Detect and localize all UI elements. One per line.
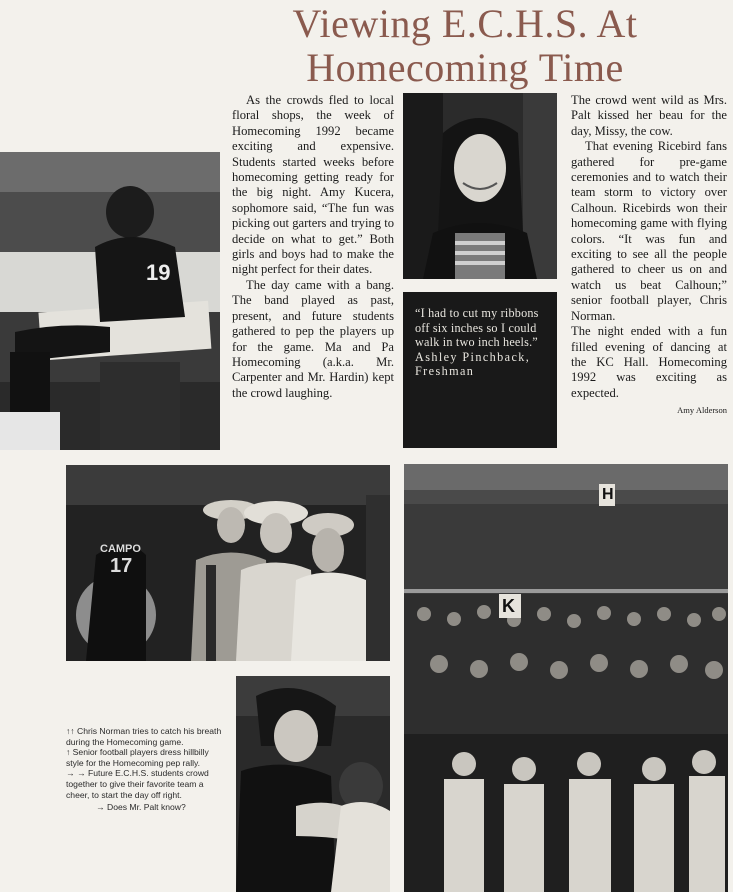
crowd-sign-letter-h: H [602,486,614,503]
article-paragraph: The day came with a bang. The band played as past, present, and future students gathered to pep the players up for the game. Ma and Pa Homecoming (a.k.a. Mr. Carpenter and Mr. Hardin) kept the crowd laughing. [232,277,394,400]
jersey-number: 19 [146,260,171,285]
football-player-photo [0,152,220,450]
crowd-photo [404,464,728,892]
article-paragraph: As the crowds fled to local floral shops, the week of Homecoming 1992 became exciting and expensive. Students started weeks before homecoming getting ready for the big night. Amy Kucera, sophomore said, “The fun was picking out garters and trying to decide on what to get.” Both girls and boys had to make the night perfect for their dates. [232,93,394,277]
quote-attribution-grade: Freshman [415,364,475,379]
title-line-1: Viewing E.C.H.S. At [292,1,638,46]
caption: ↑ Senior football players dress hillbilly style for the Homecoming pep rally. [66,747,209,768]
hillbilly-players-photo [66,465,390,661]
article-column-1 [232,93,394,401]
caption: ↑↑ Chris Norman tries to catch his breath during the Homecoming game. [66,726,222,747]
quote-text: “I had to cut my ribbons off six inches so I could walk in two inch heels.” [415,306,539,350]
article-paragraph: The crowd went wild as Mrs. Palt kissed her beau for the day, Missy, the cow. [571,93,727,138]
caption: → → Future E.C.H.S. students crowd together to give their favorite team a cheer, to start the day off right. [66,768,209,800]
article-paragraph: That evening Ricebird fans gathered for pre-game ceremonies and to watch their team storm to victory over Calhoun. Ricebirds won their homecoming game with flying colors. “It was fun and exciting to see all the people gathered to cheer us on and watch us beat Calhoun;” senior football player, Chris Norman. [571,139,727,323]
pull-quote [403,292,557,448]
page-title [240,2,690,90]
article-column-3 [571,93,727,419]
title-line-2: Homecoming Time [306,45,624,90]
photo-captions [66,726,226,813]
crowd-sign-letter-k: K [502,596,515,616]
article-paragraph: The night ended with a fun filled evening of dancing at the KC Hall. Homecoming 1992 was exciting as expected. [571,324,727,400]
quote-attribution-name: Ashley Pinchback, [415,349,531,364]
caption: → Does Mr. Palt know? [96,802,186,813]
mr-palt-photo [236,676,390,892]
portrait-photo [403,93,557,279]
byline: Amy Alderson [677,405,727,416]
hillbilly-jersey-text: CAMPO [100,543,141,555]
hillbilly-jersey-number: 17 [110,555,133,577]
